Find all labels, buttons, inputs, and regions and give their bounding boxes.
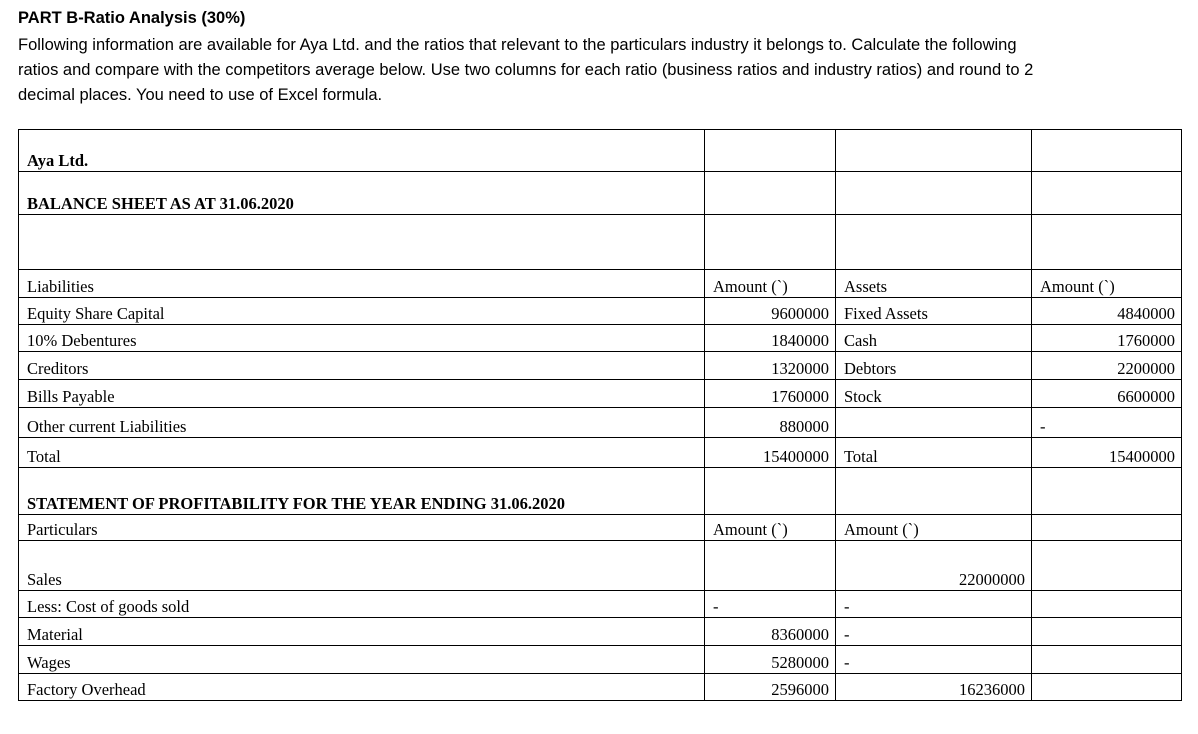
company-name: Aya Ltd. <box>19 130 705 172</box>
profitability-row <box>19 646 1182 674</box>
liability-label: Creditors <box>19 352 705 380</box>
balance-sheet-header-row <box>19 270 1182 298</box>
particular-amount: - <box>705 591 836 618</box>
liability-amount: 880000 <box>705 408 836 438</box>
balance-sheet-row <box>19 352 1182 380</box>
particular-label: Less: Cost of goods sold <box>19 591 705 618</box>
profitability-row <box>19 591 1182 618</box>
liability-label: Total <box>19 438 705 468</box>
company-row <box>19 130 1182 172</box>
asset-label: Fixed Assets <box>836 298 1032 325</box>
particular-label: Factory Overhead <box>19 674 705 701</box>
particular-label: Material <box>19 618 705 646</box>
liability-amount: 1840000 <box>705 325 836 352</box>
asset-label: Total <box>836 438 1032 468</box>
particular-total: 16236000 <box>836 674 1032 701</box>
particular-label: Wages <box>19 646 705 674</box>
asset-label: Stock <box>836 380 1032 408</box>
asset-label: Debtors <box>836 352 1032 380</box>
profitability-row <box>19 674 1182 701</box>
assets-amount-header: Amount (`) <box>1032 270 1182 298</box>
financial-table <box>18 129 1182 701</box>
particular-amount: 5280000 <box>705 646 836 674</box>
section-heading: PART B-Ratio Analysis (30%) <box>18 9 246 27</box>
profitability-header-row <box>19 515 1182 541</box>
amount-header: Amount (`) <box>705 515 836 541</box>
instructions-paragraph <box>18 33 1186 108</box>
instruction-line: ratios and compare with the competitors average below. Use two columns for each ratio (business ratios and industry ratios) and round to 2 <box>18 61 1034 79</box>
profitability-row <box>19 541 1182 591</box>
balance-sheet-row <box>19 408 1182 438</box>
particular-amount: 2596000 <box>705 674 836 701</box>
balance-sheet-row <box>19 380 1182 408</box>
balance-sheet-title: BALANCE SHEET AS AT 31.06.2020 <box>19 172 705 215</box>
particular-total: 22000000 <box>836 541 1032 591</box>
asset-amount: 15400000 <box>1032 438 1182 468</box>
balance-sheet-title-row <box>19 172 1182 215</box>
asset-amount: 1760000 <box>1032 325 1182 352</box>
liability-label: Bills Payable <box>19 380 705 408</box>
asset-amount: 2200000 <box>1032 352 1182 380</box>
particular-total: - <box>836 646 1032 674</box>
instruction-line: decimal places. You need to use of Excel formula. <box>18 86 383 104</box>
balance-sheet-total-row <box>19 438 1182 468</box>
instruction-line: Following information are available for Aya Ltd. and the ratios that relevant to the particulars industry it belongs to. Calculate the following <box>18 36 1017 54</box>
assets-header: Assets <box>836 270 1032 298</box>
profitability-row <box>19 618 1182 646</box>
liability-label: Equity Share Capital <box>19 298 705 325</box>
asset-amount: - <box>1032 408 1182 438</box>
asset-label: Cash <box>836 325 1032 352</box>
liability-amount: 15400000 <box>705 438 836 468</box>
balance-sheet-row <box>19 298 1182 325</box>
liabilities-header: Liabilities <box>19 270 705 298</box>
particular-amount: 8360000 <box>705 618 836 646</box>
liabilities-amount-header: Amount (`) <box>705 270 836 298</box>
particular-total: - <box>836 618 1032 646</box>
balance-sheet-row <box>19 325 1182 352</box>
particular-label: Sales <box>19 541 705 591</box>
blank-row <box>19 215 1182 270</box>
liability-label: 10% Debentures <box>19 325 705 352</box>
liability-amount: 1760000 <box>705 380 836 408</box>
liability-amount: 1320000 <box>705 352 836 380</box>
asset-amount: 6600000 <box>1032 380 1182 408</box>
asset-amount: 4840000 <box>1032 298 1182 325</box>
profitability-title: STATEMENT OF PROFITABILITY FOR THE YEAR ENDING 31.06.2020 <box>19 468 705 515</box>
particulars-header: Particulars <box>19 515 705 541</box>
profitability-title-row <box>19 468 1182 515</box>
particular-amount <box>705 541 836 591</box>
liability-label: Other current Liabilities <box>19 408 705 438</box>
liability-amount: 9600000 <box>705 298 836 325</box>
particular-total: - <box>836 591 1032 618</box>
asset-label <box>836 408 1032 438</box>
amount-header: Amount (`) <box>836 515 1032 541</box>
